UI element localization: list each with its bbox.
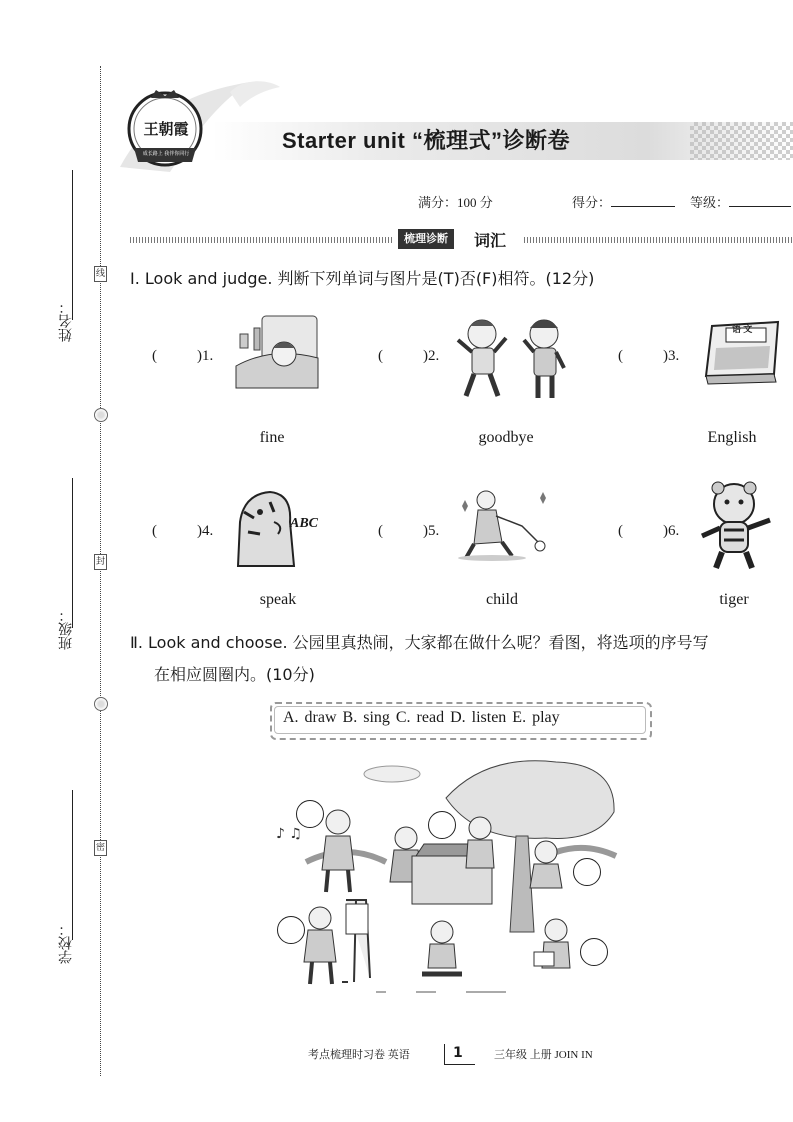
class-label: 班级： (58, 608, 74, 650)
options-text: A. draw B. sing C. read D. listen E. play (283, 709, 560, 726)
section-divider-left (130, 237, 392, 243)
logo-badge (124, 86, 206, 168)
sick-boy-in-bed-icon (232, 306, 322, 394)
footer-right: 三年级 上册 JOIN IN (494, 1049, 593, 1061)
full-score: 满分：100 分 (418, 195, 493, 210)
name-line (72, 170, 73, 320)
answer-paren-1[interactable]: ( )1. (152, 348, 214, 364)
binding-hole-icon (94, 408, 108, 422)
kids-waving-goodbye-icon (452, 312, 572, 402)
answer-paren-3[interactable]: ( )3. (618, 348, 680, 364)
school-line (72, 790, 73, 940)
answer-circle-reader[interactable] (580, 938, 608, 966)
seal-mark-3: 密 (94, 840, 107, 856)
logo-slogan: 成长路上 我伴你同行 (142, 151, 190, 157)
word-fine: fine (259, 429, 285, 446)
answer-paren-6[interactable]: ( )6. (618, 523, 680, 539)
seal-mark-2: 封 (94, 554, 107, 570)
part2-heading-line1: Ⅱ. Look and choose. 公园里真热闹，大家都在做什么呢？看图，将选项的序号写 (130, 633, 709, 652)
answer-circle-singer[interactable] (296, 800, 324, 828)
answer-circle-painter[interactable] (277, 916, 305, 944)
score-blank (611, 206, 675, 207)
class-line (72, 478, 73, 628)
grade-blank (729, 206, 791, 207)
score-label: 得分： (572, 196, 612, 211)
grade-label: 等级： (690, 196, 730, 211)
answer-paren-2[interactable]: ( )2. (378, 348, 440, 364)
tiger-icon (696, 480, 780, 572)
word-tiger: tiger (719, 591, 749, 608)
footer-left: 考点梳理时习卷 英语 (308, 1049, 410, 1061)
svg-text:♪ ♫: ♪ ♫ (276, 826, 302, 842)
answer-paren-5[interactable]: ( )5. (378, 523, 440, 539)
banner-pattern (690, 122, 793, 160)
word-speak: speak (259, 591, 297, 608)
abc-text: ABC (290, 516, 319, 531)
score-field (572, 192, 675, 211)
logo-text: 王朝霞 (143, 122, 189, 138)
old-man-yoyo-icon (456, 486, 556, 562)
binding-hole-icon (94, 697, 108, 711)
name-label: 姓名： (58, 300, 74, 342)
word-child: child (486, 591, 518, 608)
part2-heading-line2: 在相应圆圈内。(10分) (154, 665, 315, 684)
part1-heading: Ⅰ. Look and judge. 判断下列单词与图片是(T)否(F)相符。(12分) (130, 269, 595, 288)
book-cover-label: 语 文 (732, 324, 753, 334)
seal-mark-1: 线 (94, 266, 107, 282)
school-label: 学校： (58, 922, 74, 964)
answer-circle-chess[interactable] (428, 811, 456, 839)
section-tag: 梳理诊断 (398, 229, 454, 249)
section-name: 词汇 (474, 231, 507, 250)
binding-dotted-line (100, 66, 101, 1076)
word-english: English (707, 429, 757, 446)
page-title: Starter unit “梳理式”诊断卷 (282, 128, 570, 153)
answer-circle-listener[interactable] (573, 858, 601, 886)
grade-field (690, 192, 791, 211)
answer-paren-4[interactable]: ( )4. (152, 523, 214, 539)
page-number: 1 (453, 1045, 463, 1061)
word-goodbye: goodbye (478, 429, 534, 446)
section-divider-right (524, 237, 793, 243)
